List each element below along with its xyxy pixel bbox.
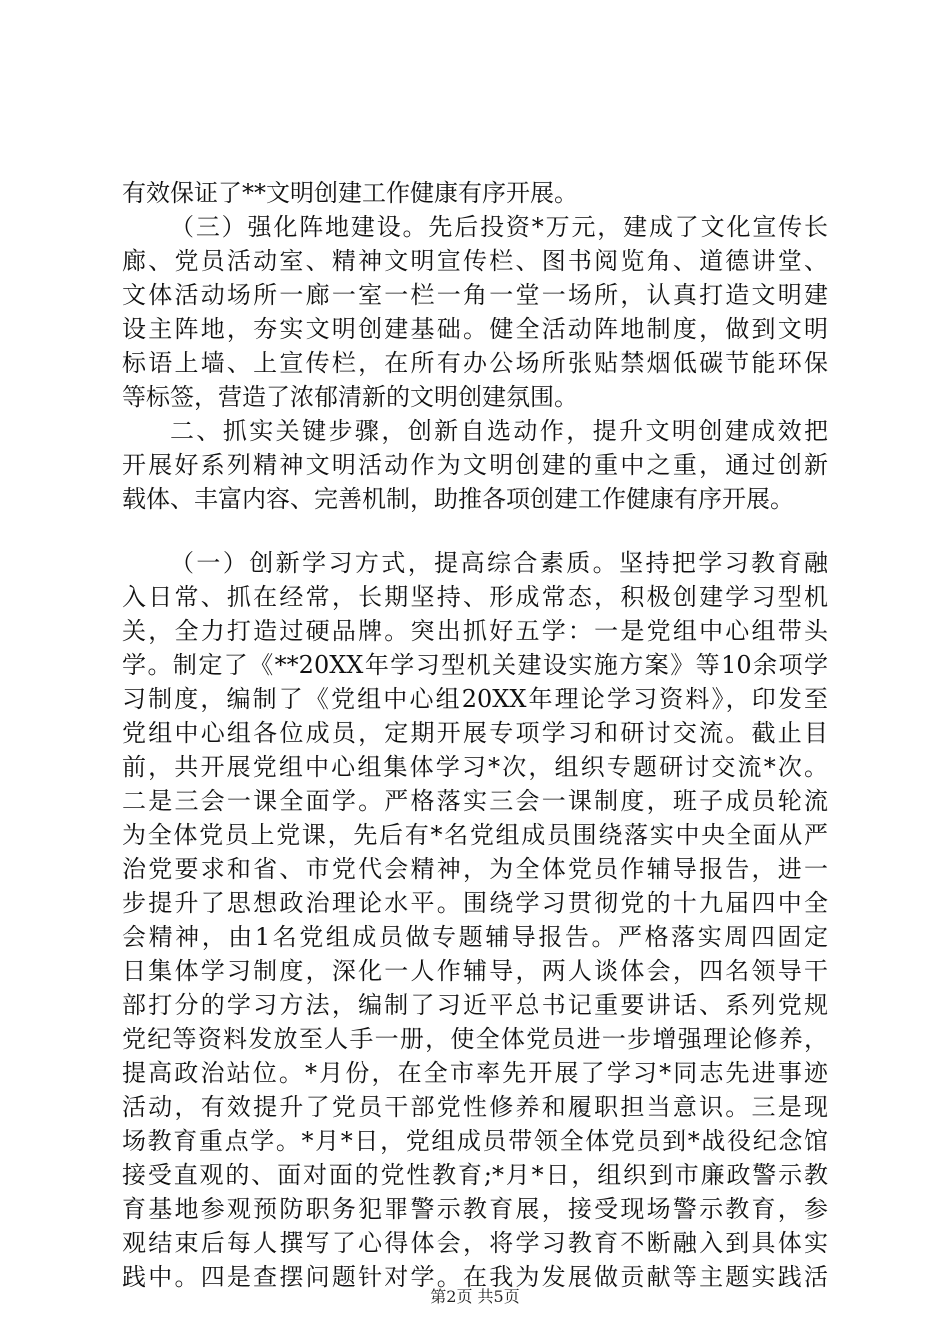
text-line: 习制度，编制了《党组中心组20XX年理论学习资料》，印发至: [122, 685, 828, 713]
text-line: 为全体党员上党课，先后有*名党组成员围绕落实中央全面从严: [122, 821, 828, 849]
text-line: 二是三会一课全面学。严格落实三会一课制度，班子成员轮流: [122, 787, 828, 815]
text-line: 活动，有效提升了党员干部党性修养和履职担当意识。三是现: [122, 1093, 828, 1121]
text-line: 部打分的学习方法，编制了习近平总书记重要讲话、系列党规: [122, 991, 828, 1019]
text-line: 开展好系列精神文明活动作为文明创建的重中之重，通过创新: [122, 451, 828, 479]
text-line: 学。制定了《**20XX年学习型机关建设实施方案》等10余项学: [122, 651, 828, 679]
text-line: （三）强化阵地建设。先后投资*万元，建成了文化宣传长: [170, 213, 828, 241]
text-line: 党纪等资料发放至人手一册，使全体党员进一步增强理论修养，: [122, 1025, 828, 1053]
text-line: 关，全力打造过硬品牌。突出抓好五学：一是党组中心组带头: [122, 617, 828, 645]
page-number-footer: 第2页 共5页: [430, 1287, 520, 1306]
text-line: 设主阵地，夯实文明创建基础。健全活动阵地制度，做到文明: [122, 315, 828, 343]
text-line: 步提升了思想政治理论水平。围绕学习贯彻党的十九届四中全: [122, 889, 828, 917]
text-line: 接受直观的、面对面的党性教育;*月*日，组织到市廉政警示教: [122, 1161, 828, 1189]
text-line: 廊、党员活动室、精神文明宣传栏、图书阅览角、道德讲堂、: [122, 247, 828, 275]
text-line: （一）创新学习方式，提高综合素质。坚持把学习教育融: [170, 549, 828, 577]
text-line: 前，共开展党组中心组集体学习*次，组织专题研讨交流*次。: [122, 753, 828, 781]
text-line: 观结束后每人撰写了心得体会，将学习教育不断融入到具体实: [122, 1229, 828, 1257]
text-line: 载体、丰富内容、完善机制，助推各项创建工作健康有序开展。: [122, 485, 794, 513]
text-line: 治党要求和省、市党代会精神，为全体党员作辅导报告，进一: [122, 855, 828, 883]
text-line: 有效保证了**文明创建工作健康有序开展。: [122, 179, 578, 207]
text-line: 等标签，营造了浓郁清新的文明创建氛围。: [122, 383, 578, 411]
text-line: 场教育重点学。*月*日，党组成员带领全体党员到*战役纪念馆: [122, 1127, 828, 1155]
text-line: 践中。四是查摆问题针对学。在我为发展做贡献等主题实践活: [122, 1263, 828, 1291]
text-line: 二、抓实关键步骤，创新自选动作，提升文明创建成效把: [170, 417, 828, 445]
text-line: 日集体学习制度，深化一人作辅导，两人谈体会，四名领导干: [122, 957, 828, 985]
text-line: 育基地参观预防职务犯罪警示教育展，接受现场警示教育，参: [122, 1195, 828, 1223]
document-body: [122, 176, 828, 1294]
text-line: 入日常、抓在经常，长期坚持、形成常态，积极创建学习型机: [122, 583, 828, 611]
text-line: 党组中心组各位成员，定期开展专项学习和研讨交流。截止目: [122, 719, 828, 747]
text-line: 提高政治站位。*月份，在全市率先开展了学习*同志先进事迹: [122, 1059, 828, 1087]
text-line: 会精神，由1名党组成员做专题辅导报告。严格落实周四固定: [122, 923, 828, 951]
text-line: 文体活动场所一廊一室一栏一角一堂一场所，认真打造文明建: [122, 281, 828, 309]
paragraph-gap: [122, 516, 828, 546]
text-line: 标语上墙、上宣传栏，在所有办公场所张贴禁烟低碳节能环保: [122, 349, 828, 377]
